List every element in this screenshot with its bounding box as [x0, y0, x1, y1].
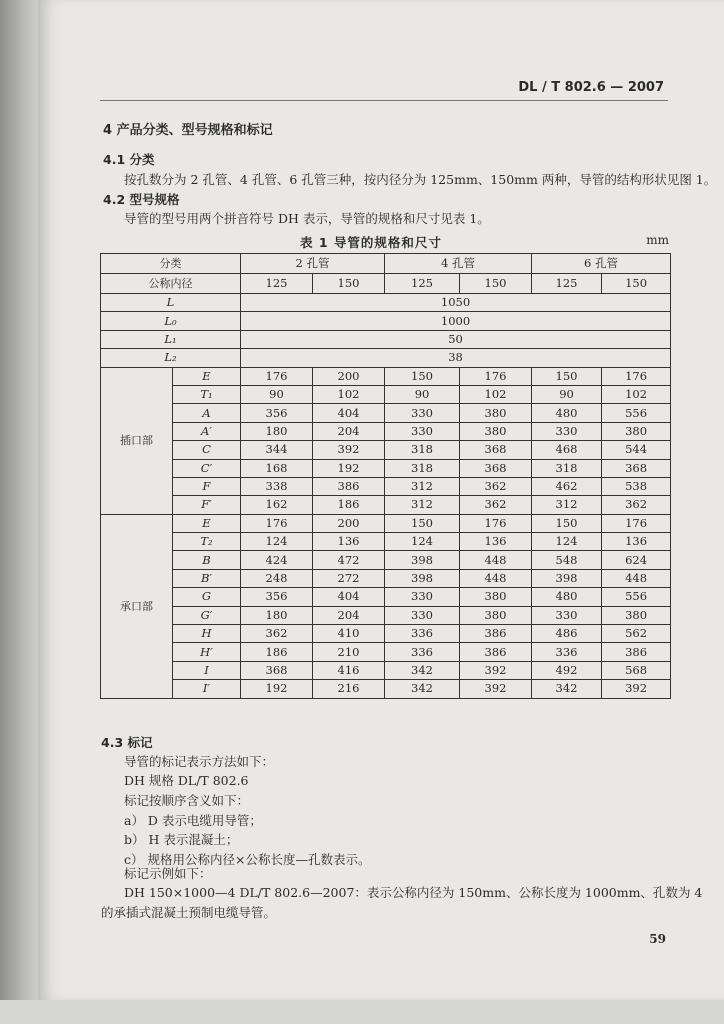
table-row [101, 496, 671, 514]
marking-line: b） H 表示混凝土； [124, 832, 239, 847]
dimension-value: 318 [532, 459, 602, 477]
dimension-symbol: H [173, 625, 241, 643]
dimension-value: 124 [532, 533, 602, 551]
diameter-cell: 150 [460, 274, 532, 294]
marking-line: DH 规格 DL/T 802.6 [124, 773, 249, 788]
dimension-symbol: B [173, 551, 241, 569]
section-4-3-heading: 4.3 标记 [101, 735, 153, 750]
dimension-value: 150 [385, 514, 460, 532]
dimension-value: 548 [532, 551, 602, 569]
dimension-value: 368 [460, 459, 532, 477]
dimension-value: 312 [385, 496, 460, 514]
dimension-value: 342 [385, 680, 460, 698]
table-row [101, 294, 671, 312]
dimension-value: 312 [385, 477, 460, 495]
dimension-value: 330 [385, 404, 460, 422]
dimension-value: 150 [532, 514, 602, 532]
table-row [101, 588, 671, 606]
dimension-value: 448 [460, 569, 532, 587]
dimension-value: 538 [602, 477, 671, 495]
table-row [101, 422, 671, 440]
dimension-value: 136 [602, 533, 671, 551]
table-row [101, 569, 671, 587]
table-row [101, 680, 671, 698]
dimension-value: 356 [241, 404, 313, 422]
dimension-value: 318 [385, 459, 460, 477]
dimension-symbol: L₀ [101, 312, 241, 330]
dimension-value: 368 [602, 459, 671, 477]
marking-example-line-1: DH 150×1000—4 DL/T 802.6—2007：表示公称内径为 150mm、公称长度为 1000mm、孔数为 4 [124, 885, 703, 900]
dimension-value: 392 [460, 661, 532, 679]
dimension-value: 136 [460, 533, 532, 551]
diameter-cell: 125 [385, 274, 460, 294]
dimension-value: 124 [241, 533, 313, 551]
table-row [101, 643, 671, 661]
table-row [101, 606, 671, 624]
dimension-value: 318 [385, 441, 460, 459]
diameter-header: 公称内径 [101, 274, 241, 294]
dimension-value: 342 [532, 680, 602, 698]
dimension-value: 200 [313, 367, 385, 385]
dimension-value: 416 [313, 661, 385, 679]
marking-line: 标记按顺序含义如下： [124, 793, 250, 808]
dimension-value: 338 [241, 477, 313, 495]
dimension-value: 392 [313, 441, 385, 459]
dimension-value: 404 [313, 404, 385, 422]
dimension-symbol: A [173, 404, 241, 422]
dimension-symbol: I [173, 661, 241, 679]
dimension-value: 216 [313, 680, 385, 698]
table-row [101, 551, 671, 569]
header-rule [100, 100, 668, 101]
spec-table [100, 253, 671, 699]
dimension-value: 38 [241, 349, 671, 367]
dimension-value: 556 [602, 404, 671, 422]
dimension-value: 124 [385, 533, 460, 551]
group-header: 4 孔管 [385, 254, 532, 274]
group-header: 6 孔管 [532, 254, 671, 274]
dimension-value: 330 [385, 606, 460, 624]
dimension-value: 362 [602, 496, 671, 514]
dimension-value: 204 [313, 606, 385, 624]
dimension-value: 176 [241, 367, 313, 385]
marking-example-line-2: 的承插式混凝土预制电缆导管。 [101, 905, 277, 920]
dimension-value: 1000 [241, 312, 671, 330]
dimension-value: 192 [241, 680, 313, 698]
dimension-value: 362 [460, 477, 532, 495]
section-4-1-heading: 4.1 分类 [103, 152, 155, 167]
dimension-value: 186 [241, 643, 313, 661]
section-4-2-heading: 4.2 型号规格 [103, 192, 180, 207]
table-row [101, 441, 671, 459]
dimension-value: 336 [385, 643, 460, 661]
table-row [101, 533, 671, 551]
table-row [101, 661, 671, 679]
dimension-value: 472 [313, 551, 385, 569]
dimension-value: 210 [313, 643, 385, 661]
dimension-value: 486 [532, 625, 602, 643]
dimension-value: 344 [241, 441, 313, 459]
dimension-value: 380 [602, 422, 671, 440]
dimension-value: 380 [460, 422, 532, 440]
dimension-value: 380 [460, 404, 532, 422]
dimension-symbol: T₁ [173, 385, 241, 403]
table-row [101, 404, 671, 422]
page-number: 59 [649, 932, 666, 946]
dimension-value: 386 [460, 625, 532, 643]
dimension-value: 380 [602, 606, 671, 624]
table-row [101, 367, 671, 385]
dimension-value: 102 [602, 385, 671, 403]
dimension-value: 150 [385, 367, 460, 385]
dimension-value: 380 [460, 588, 532, 606]
diameter-cell: 125 [241, 274, 313, 294]
dimension-value: 102 [460, 385, 532, 403]
dimension-value: 192 [313, 459, 385, 477]
dimension-value: 90 [241, 385, 313, 403]
section-4-2-text: 导管的型号用两个拼音符号 DH 表示，导管的规格和尺寸见表 1。 [124, 211, 490, 226]
dimension-value: 248 [241, 569, 313, 587]
dimension-value: 200 [313, 514, 385, 532]
dimension-value: 492 [532, 661, 602, 679]
dimension-value: 568 [602, 661, 671, 679]
dimension-value: 90 [385, 385, 460, 403]
dimension-value: 624 [602, 551, 671, 569]
table-row [101, 330, 671, 348]
dimension-value: 556 [602, 588, 671, 606]
dimension-symbol: C [173, 441, 241, 459]
dimension-value: 362 [460, 496, 532, 514]
dimension-symbol: L [101, 294, 241, 312]
dimension-symbol: H′ [173, 643, 241, 661]
dimension-symbol: E [173, 514, 241, 532]
dimension-value: 102 [313, 385, 385, 403]
dimension-symbol: L₁ [101, 330, 241, 348]
dimension-symbol: A′ [173, 422, 241, 440]
dimension-value: 204 [313, 422, 385, 440]
dimension-value: 380 [460, 606, 532, 624]
dimension-value: 176 [602, 514, 671, 532]
dimension-value: 362 [241, 625, 313, 643]
table-row [101, 254, 671, 274]
dimension-value: 462 [532, 477, 602, 495]
part-group-label: 承口部 [101, 514, 173, 698]
class-header: 分类 [101, 254, 241, 274]
section-4-heading: 4 产品分类、型号规格和标记 [103, 123, 273, 138]
dimension-value: 336 [385, 625, 460, 643]
table-row [101, 625, 671, 643]
marking-line: c） 规格用公称内径×公称长度—孔数表示。 [124, 852, 371, 867]
dimension-value: 424 [241, 551, 313, 569]
table-row [101, 349, 671, 367]
dimension-value: 176 [241, 514, 313, 532]
table-row [101, 385, 671, 403]
dimension-value: 468 [532, 441, 602, 459]
dimension-value: 368 [241, 661, 313, 679]
dimension-value: 176 [602, 367, 671, 385]
dimension-value: 398 [532, 569, 602, 587]
dimension-value: 448 [460, 551, 532, 569]
dimension-value: 480 [532, 404, 602, 422]
dimension-value: 386 [460, 643, 532, 661]
table-row [101, 312, 671, 330]
dimension-value: 176 [460, 514, 532, 532]
dimension-value: 272 [313, 569, 385, 587]
dimension-value: 410 [313, 625, 385, 643]
dimension-value: 330 [385, 422, 460, 440]
dimension-value: 562 [602, 625, 671, 643]
dimension-value: 1050 [241, 294, 671, 312]
dimension-symbol: F′ [173, 496, 241, 514]
dimension-symbol: I′ [173, 680, 241, 698]
dimension-value: 544 [602, 441, 671, 459]
dimension-symbol: E [173, 367, 241, 385]
dimension-value: 180 [241, 422, 313, 440]
diameter-cell: 125 [532, 274, 602, 294]
book-binding [0, 0, 38, 1000]
dimension-value: 330 [532, 606, 602, 624]
dimension-symbol: G [173, 588, 241, 606]
dimension-value: 398 [385, 569, 460, 587]
group-header: 2 孔管 [241, 254, 385, 274]
marking-line: a） D 表示电缆用导管； [124, 813, 262, 828]
dimension-value: 392 [460, 680, 532, 698]
dimension-value: 386 [313, 477, 385, 495]
marking-line: 导管的标记表示方法如下： [124, 754, 275, 769]
section-4-1-text: 按孔数分为 2 孔管、4 孔管、6 孔管三种，按内径分为 125mm、150mm 两种，导管的结构形状见图 1。 [124, 172, 717, 187]
dimension-value: 330 [532, 422, 602, 440]
dimension-value: 392 [602, 680, 671, 698]
dimension-value: 168 [241, 459, 313, 477]
dimension-value: 448 [602, 569, 671, 587]
dimension-symbol: L₂ [101, 349, 241, 367]
dimension-symbol: T₂ [173, 533, 241, 551]
table-row [101, 477, 671, 495]
dimension-value: 176 [460, 367, 532, 385]
dimension-value: 368 [460, 441, 532, 459]
dimension-value: 150 [532, 367, 602, 385]
diameter-cell: 150 [602, 274, 671, 294]
dimension-value: 186 [313, 496, 385, 514]
diameter-cell: 150 [313, 274, 385, 294]
dimension-symbol: C′ [173, 459, 241, 477]
dimension-value: 90 [532, 385, 602, 403]
dimension-value: 180 [241, 606, 313, 624]
dimension-value: 342 [385, 661, 460, 679]
dimension-value: 356 [241, 588, 313, 606]
running-header: DL / T 802.6 — 2007 [518, 80, 664, 95]
part-group-label: 插口部 [101, 367, 173, 514]
scan-edge [0, 1000, 724, 1024]
dimension-value: 336 [532, 643, 602, 661]
table-unit: mm [646, 233, 669, 247]
dimension-value: 50 [241, 330, 671, 348]
dimension-symbol: G′ [173, 606, 241, 624]
dimension-value: 480 [532, 588, 602, 606]
dimension-value: 398 [385, 551, 460, 569]
dimension-symbol: B′ [173, 569, 241, 587]
dimension-value: 386 [602, 643, 671, 661]
table-row [101, 274, 671, 294]
dimension-value: 330 [385, 588, 460, 606]
dimension-value: 162 [241, 496, 313, 514]
table-row [101, 459, 671, 477]
dimension-symbol: F [173, 477, 241, 495]
marking-line: 标记示例如下： [124, 866, 212, 881]
dimension-value: 312 [532, 496, 602, 514]
dimension-value: 136 [313, 533, 385, 551]
dimension-value: 404 [313, 588, 385, 606]
table-title: 表 1 导管的规格和尺寸 [300, 235, 442, 250]
table-row [101, 514, 671, 532]
